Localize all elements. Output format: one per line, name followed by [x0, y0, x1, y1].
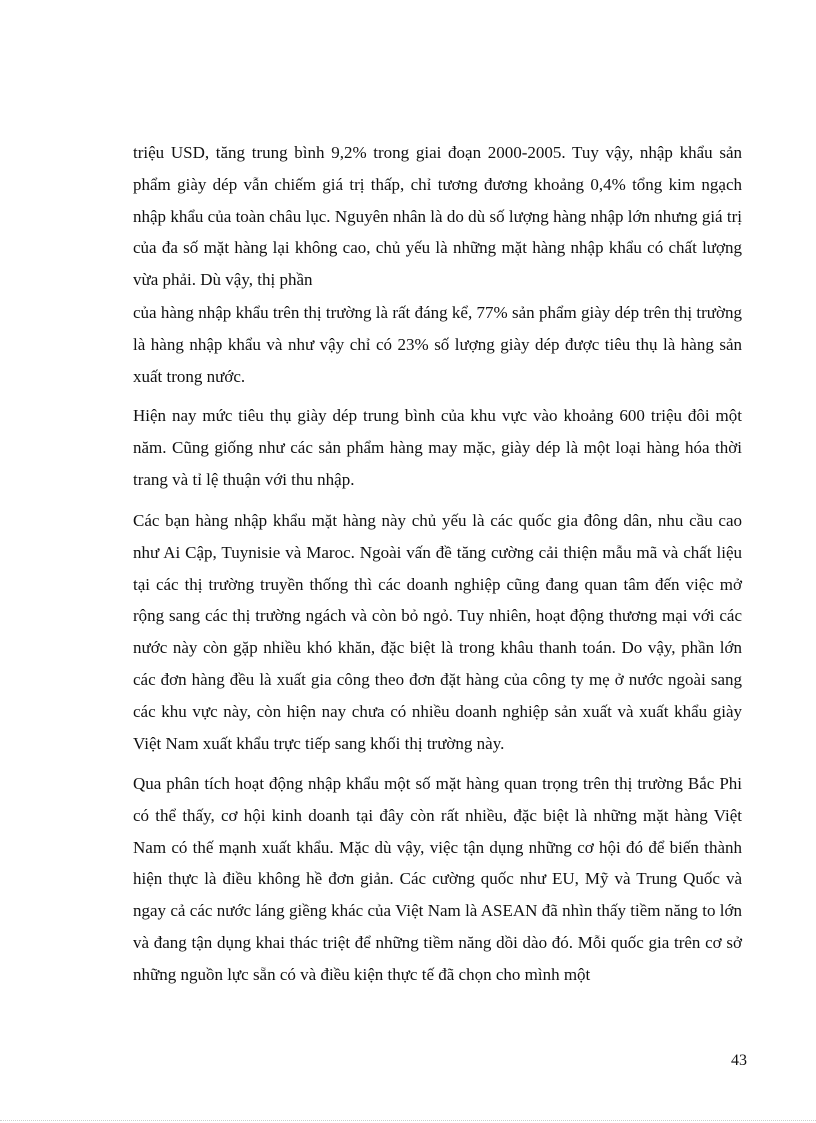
- paragraph-5: Qua phân tích hoạt động nhập khẩu một số mặt hàng quan trọng trên thị trường Bắc Phi có thể thấy, cơ hội kinh doanh tại đây còn rất nhiều, đặc biệt là những mặt hàng Việt Nam có thế mạnh xuất khẩu. Mặc dù vậy, việc tận dụng những cơ hội đó để biến thành hiện thực là điều không hề đơn giản. Các cường quốc như EU, Mỹ và Trung Quốc và ngay cả các nước láng giềng khác của Việt Nam là ASEAN đã nhìn thấy tiềm năng to lớn và đang tận dụng khai thác triệt để những tiềm năng dồi dào đó. Mỗi quốc gia trên cơ sở những nguồn lực sẵn có và điều kiện thực tế đã chọn cho mình một: [133, 774, 742, 984]
- paragraph-2: của hàng nhập khẩu trên thị trường là rất đáng kể, 77% sản phẩm giày dép trên thị trường là hàng nhập khẩu và như vậy chỉ có 23% số lượng giày dép được tiêu thụ là hàng sản xuất trong nước.: [133, 303, 742, 386]
- paragraph-4: Các bạn hàng nhập khẩu mặt hàng này chủ yếu là các quốc gia đông dân, nhu cầu cao như Ai Cập, Tuynisie và Maroc. Ngoài vấn đề tăng cường cải thiện mẫu mã và chất liệu tại các thị trường truyền thống thì các doanh nghiệp cũng đang quan tâm đến việc mở rộng sang các thị trường ngách và còn bỏ ngỏ. Tuy nhiên, hoạt động thương mại với các nước này còn gặp nhiều khó khăn, đặc biệt là trong khâu thanh toán. Do vậy, phần lớn các đơn hàng đều là xuất gia công theo đơn đặt hàng của công ty mẹ ở nước ngoài sang các khu vực này, còn hiện nay chưa có nhiều doanh nghiệp sản xuất và xuất khẩu giày Việt Nam xuất khẩu trực tiếp sang khối thị trường này.: [133, 511, 742, 753]
- page-bottom-divider: [0, 1120, 816, 1121]
- paragraph-1: triệu USD, tăng trung bình 9,2% trong giai đoạn 2000-2005. Tuy vậy, nhập khẩu sản phẩm giày dép vẫn chiếm giá trị thấp, chỉ tương đương khoảng 0,4% tổng kim ngạch nhập khẩu của toàn châu lục. Nguyên nhân là do dù số lượng hàng nhập lớn nhưng giá trị của đa số mặt hàng lại không cao, chủ yếu là những mặt hàng nhập khẩu có chất lượng vừa phải. Dù vậy, thị phần: [133, 143, 742, 290]
- paragraph-3: Hiện nay mức tiêu thụ giày dép trung bình của khu vực vào khoảng 600 triệu đôi một năm. Cũng giống như các sản phẩm hàng may mặc, giày dép là một loại hàng hóa thời trang và tỉ lệ thuận với thu nhập.: [133, 406, 742, 489]
- page-number: 43: [731, 1052, 747, 1069]
